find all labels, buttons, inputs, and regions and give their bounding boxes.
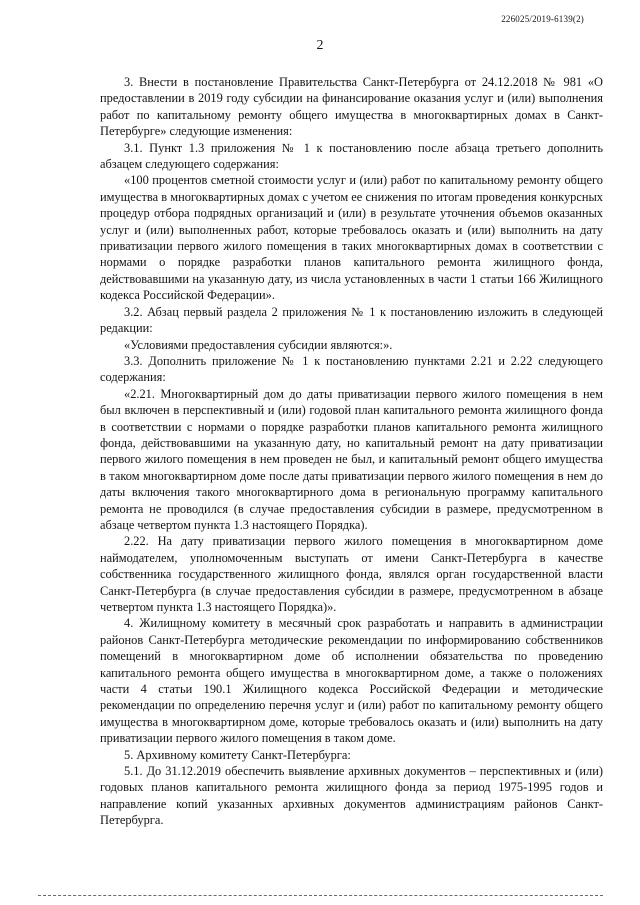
paragraph-2-21: «2.21. Многоквартирный дом до даты приватизации первого жилого помещения в нем был включен в перспективный и (или) годовой план капитального ремонта жилищного фонда в соответствии с нормами о порядке разработки планов капитального ремонта жилищного фонда, действовавшими на указанную дату, но капитальный ремонт на дату приватизации первого жилого помещения в нем проведен не был, и капитальный ремонт общего имущества в таком многоквартирном доме после даты приватизации первого жилого помещения в нем до даты включения такого многоквартирного дома в региональную программу капитального ремонта не проводился (в случае предоставления субсидии в размере, предусмотренном в абзаце четвертом пункта 1.3 настоящего Порядка). <box>100 386 603 532</box>
paragraph-5-1: 5.1. До 31.12.2019 обеспечить выявление архивных документов – перспективных и (или) годовых планов капитального ремонта жилищного фонда за период 1975-1995 годов и направление копий указанных архивных документов администрациям районов Санкт-Петербурга. <box>100 764 603 828</box>
paragraph-3-2-quote: «Условиями предоставления субсидии являются:». <box>124 337 393 352</box>
paragraph-3-2: 3.2. Абзац первый раздела 2 приложения № 1 к постановлению изложить в следующей редакции: <box>100 304 603 336</box>
page-number: 2 <box>316 38 324 53</box>
footer-rule <box>38 895 603 896</box>
document-body <box>100 74 603 829</box>
paragraph-3: 3. Внести в постановление Правительства Санкт-Петербурга от 24.12.2018 № 981 «О предоставлении в 2019 году субсидии на финансирование оказания услуг и (или) выполнения работ по капитальному ремонту общего имущества в многоквартирных домах в Санкт-Петербурге» следующие изменения: <box>100 75 603 139</box>
paragraph-4: 4. Жилищному комитету в месячный срок разработать и направить в администрации районов Санкт-Петербурга методические рекомендации по информированию собственников помещений в многоквартирном доме об исполнении обязательства по проведению капитального ремонта общего имущества в многоквартирном доме, а также о положениях части 4 статьи 190.1 Жилищного кодекса Российской Федерации и методические рекомендации по определению перечня услуг и (или) работ по капитальному ремонту общего имущества в многоквартирном доме, которые требовалось оказать и (или) выполнить на дату приватизации первого жилого помещения в таком доме. <box>100 616 603 746</box>
paragraph-2-22: 2.22. На дату приватизации первого жилого помещения в многоквартирном доме наймодателем, уполномоченным выступать от имени Санкт-Петербурга в качестве собственника государственного жилищного фонда, являлся орган государственной власти Санкт-Петербурга (в случае предоставления субсидии в размере, предусмотренном в абзаце четвертом пункта 1.3 настоящего Порядка)». <box>100 534 603 614</box>
paragraph-3-1: 3.1. Пункт 1.3 приложения № 1 к постановлению после абзаца третьего дополнить абзацем следующего содержания: <box>100 140 603 172</box>
paragraph-5: 5. Архивному комитету Санкт-Петербурга: <box>124 747 351 762</box>
paragraph-3-3: 3.3. Дополнить приложение № 1 к постановлению пунктами 2.21 и 2.22 следующего содержания: <box>100 353 603 385</box>
doc-number: 226025/2019-6139(2) <box>501 14 584 24</box>
paragraph-3-1-quote: «100 процентов сметной стоимости услуг и (или) работ по капитальному ремонту общего имущества в многоквартирных домах с учетом ее снижения по итогам проведения конкурсных процедур отбора подрядных организаций и (или) в результате уточнения объемов оказанных услуг и (или) выполненных работ, которые требовалось оказать и (или) выполнить на дату приватизации первого жилого помещения в таких многоквартирных домах в соответствии с нормами о порядке разработки планов капитального ремонта жилищного фонда, действовавшими на указанную дату, из числа установленных в части 1 статьи 166 Жилищного кодекса Российской Федерации». <box>100 173 603 303</box>
